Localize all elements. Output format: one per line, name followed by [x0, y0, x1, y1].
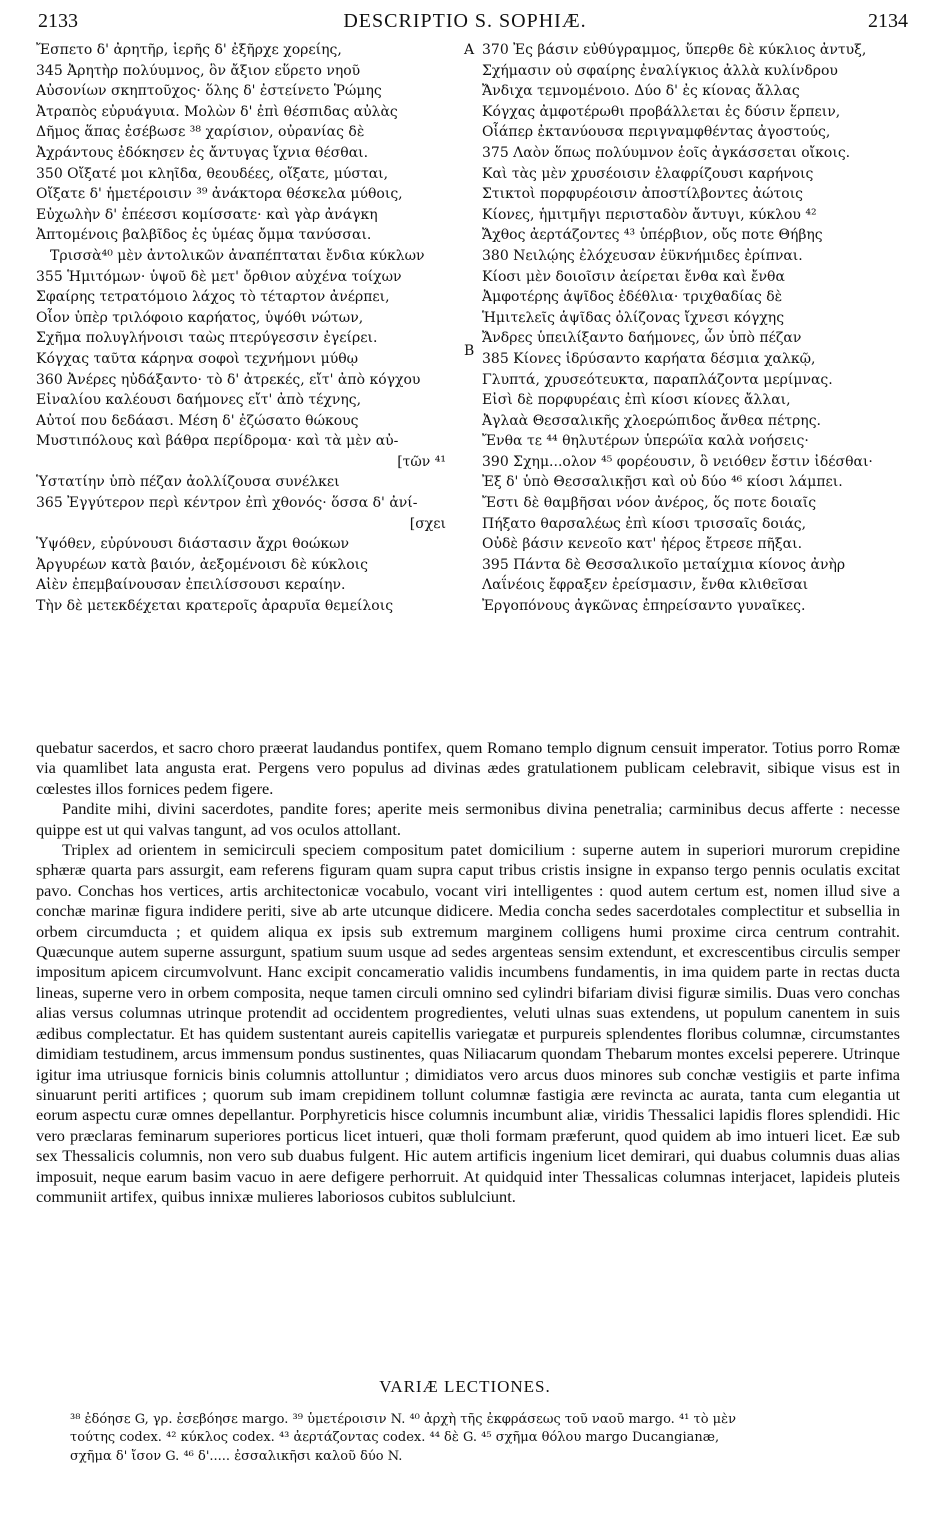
- verse-line: Ἐξ δ' ὑπὸ Θεσσαλικῇσι καὶ οὐ δύο ⁴⁶ κίοσι λάμπει.: [482, 474, 843, 491]
- latin-paragraph: Pandite mihi, divini sacerdotes, pandite fores; aperite meis sermonibus divina penetralia; carminibus decus afferte : necesse quippe est ut qui valvas tangunt, ad vos oculos attollant.: [36, 799, 900, 839]
- verse-line: Οὐδὲ βάσιν κενεοῖο κατ' ἠέρος ἔτρεσε πῆξαι.: [482, 536, 803, 553]
- margin-label-a: A: [464, 42, 475, 58]
- verse-line: 395 Πάντα δὲ Θεσσαλικοῖο μεταίχμια κίονος ἀνὴρ: [482, 556, 846, 573]
- verse-line: Κόγχας ταῦτα κάρηνα σοφοὶ τεχνήμονι μύθῳ: [36, 350, 359, 367]
- verse-line: Κίονες, ἡμιτμῆγι περισταδὸν ἄντυγι, κύκλου ⁴²: [482, 206, 817, 223]
- greek-column-right: [464, 40, 919, 617]
- verse-line: Αὐτοί που δεδάασι. Μέση δ' ἐζώσατο θώκους: [36, 412, 359, 429]
- margin-label-b: B: [464, 342, 475, 359]
- verse-line: Ἄνδιχα τεμνομένοιο. Δύο δ' ἐς κίονας ἄλλας: [482, 83, 800, 100]
- verse-line: Ἐργοπόνους ἀγκῶνας ἐπηρείσαντο γυναῖκες.: [482, 598, 806, 615]
- verse-line: Πήξατο θαρσαλέως ἐπὶ κίοσι τρισσαῖς δοιάς,: [482, 515, 807, 532]
- verse-line: Εὐχωλὴν δ' ἐπέεσσι κομίσσατε· καὶ γὰρ ἀνάγκη: [36, 206, 378, 223]
- verse-line: Ἡμιτελεῖς ἁψῖδας ὀλίζονας ἴχνεσι κόγχης: [482, 309, 785, 326]
- verse-line: Στικτοὶ πορφυρέοισιν ἀποστίλβοντες ἀώτοις: [482, 186, 804, 203]
- verse-line: Ἀγλαὰ Θεσσαλικῆς χλοερώπιδος ἄνθεα πέτρης.: [482, 412, 821, 429]
- verse-line: Ἀπτομένοις βαλβῖδος ἐς ὑμέας ὄμμα τανύσσαι.: [36, 227, 372, 244]
- verse-line: Ἀργυρέων κατὰ βαιόν, ἀεξομένοισι δὲ κύκλοις: [36, 556, 368, 573]
- verse-line: 380 Νειλῴης ἐλόχευσαν ἐϋκνήμιδες ἐρίπναι.: [482, 247, 803, 264]
- verse-line: Οἴξατε δ' ἡμετέροισιν ³⁹ ἀνάκτορα θέσκελα μύθοις,: [36, 186, 403, 203]
- latin-paragraph: Triplex ad orientem in semicirculi speciem compositum patet domicilium : superne autem in superiori murorum crepidine sphæræ quarta pars assurgit, eam referens figuram quam supra caput tribus cristis insigne in expanso tergo pennis oculatis excitat pavo. Conchas hos vertices, artis architectonicæ vocabulo, vocant viri intelligentes : quod autem certum est, nomen illud sive a conchæ marinæ figura indidere periti, sive ab arte utcunque didicere. Media concha sedes sacerdotales complectitur et subsellia in orbem circumducta ; et quidem aliqua ex ipsis sub extremum marginem colligens humi proxime circa centrum contrahit. Quæcunque autem superne assurgunt, spatium suum usque ad sedes argenteas sensim extendunt, et excrescentibus circulis semper impositum apicem circumvolvunt. Hanc excipit concameratio validis incumbens fundamentis, in ima quidem parte in rectas ducta lineas, superne vero in orbem composita, neque tamen circuli omnino sed cylindri bifariam divisi figuræ similis. Duas vero conchas alias versus columnas utrinque protendit ad occidentem progredientes, veluti ulnas suas extendens, ut populum canentem in suis ædibus complectatur. Et has quidem sustentant aureis capitellis variegatæ et purpureis splendentes floribus columnæ, circumstantes dimidiam testudinem, arcus immensum pondus sustinentes, quas Niliacarum quondam Thebarum montes excelsi peperere. Utrinque igitur ima utriusque fornicis binis columnis attolluntur ; dimidiatos vero arcus duos minores sub conchæ vestigiis et parte infima sinuarunt periti artifices ; quorum sub imam crepidinem tollunt columnæ fastigia ære revincta ac aurata, tanta cum elegantia ut eorum aspectu curæ omnes depellantur. Porphyreticis hisce columnis incumbunt aliæ, viridis Thessalici lapidis flores splendidi. Hic vero præclaras feminarum superiores porticus licet intueri, quæ tholi formam præferunt, quod quidem ab imo intueri licet. Eæ sub sex Thessalicis columnis, non vero sub duabus fulgent. Hic autem artificis ingenium licet demirari, qui duabus columnis duas alias imposuit, neque earum basim vacuo in aere defigere perhorruit. At quidquid inter Thessalicas columnas interjacet, lapideis pluteis communiit artifex, quibus innixæ mulieres laboriosos cubitos sublulciunt.: [36, 840, 900, 1206]
- verse-line: Ἔσπετο δ' ἀρητῆρ, ἱερῆς δ' ἐξῆρχε χορείης,: [36, 42, 342, 58]
- verse-line: Γλυπτά, χρυσεότευκτα, παραπλάζοντα μερίμνας.: [482, 371, 833, 388]
- verse-line: Ὑστατίην ὑπὸ πέζαν ἀολλίζουσα συνέλκει: [36, 474, 340, 491]
- running-header: [0, 6, 930, 40]
- verse-line: Οἷάπερ ἐκτανύουσα περιγναμφθέντας ἀγοστούς,: [482, 124, 831, 141]
- verse-turnover: [τῶν ⁴¹: [397, 453, 446, 470]
- verse-line: 375 Λαὸν ὅπως πολύυμνον ἑοῖς ἀγκάσσεται οἴκοις.: [482, 144, 851, 161]
- verse-line: Λαΐνέοις ἔφραξεν ἐρείσμασιν, ἔνθα κλιθεῖσαι: [482, 577, 809, 594]
- verse-line: Ἀχράντους ἐδόκησεν ἐς ἄντυγας ἴχνια θέσθαι.: [36, 144, 369, 161]
- verse-line: 360 Ἀνέρες ηὐδάξαντο· τὸ δ' ἀτρεκές, εἴτ' ἀπὸ κόγχου: [36, 371, 421, 388]
- latin-paragraph: quebatur sacerdos, et sacro choro præerat laudandus pontifex, quem Romano templo dignum censuit imperator. Totius porro Romæ via quamlibet lata angusta erat. Pergens vero populus ad divinas ædes gratulationem publicam celebravit, sibique visus est in cœlestes illos fornices pedem figere.: [36, 738, 900, 798]
- verse-line: 350 Οἴξατέ μοι κληῖδα, θεουδέες, οἴξατε, μύσται,: [36, 165, 389, 182]
- verse-line: Ἔνθα τε ⁴⁴ θηλυτέρων ὑπερώϊα καλὰ νοήσεις·: [482, 433, 809, 450]
- note-line: ³⁸ ἐδόησε G, γρ. ἐσεβόησε margo. ³⁹ ὑμετέροισιν N. ⁴⁰ ἀρχὴ τῆς ἐκφράσεως τοῦ ναοῦ margo. ⁴¹ τὸ μὲν: [70, 1412, 736, 1427]
- verse-line: 390 Σχημ...ολον ⁴⁵ φορέουσιν, ὃ νειόθεν ἔστιν ἰδέσθαι·: [482, 453, 873, 470]
- greek-column-left: [36, 40, 456, 617]
- verse-line: Σφαίρης τετρατόμοιο λάχος τὸ τέταρτον ἀνέρπει,: [36, 289, 390, 306]
- variant-readings: [70, 1411, 900, 1466]
- verse-line: 355 Ἡμιτόμων· ὑψοῦ δὲ μετ' ὄρθιον αὐχένα τοίχων: [36, 268, 402, 285]
- verse-line: Εἰναλίου καλέουσι δαήμονες εἴτ' ἀπὸ τέχνης,: [36, 392, 362, 409]
- page-number-right: 2134: [868, 10, 908, 32]
- verse-line: Κόγχας ἀμφοτέρωθι προβάλλεται ἐς δύσιν ἕρπειν,: [482, 103, 841, 120]
- verse-turnover: [σχει: [409, 515, 446, 532]
- note-line: σχῆμα δ' ἴσον G. ⁴⁶ δ'..... ἐσσαλικῆσι καλοῦ δύο N.: [70, 1448, 403, 1464]
- verse-line: Ὑψόθεν, εὐρύνουσι διάστασιν ἄχρι θοώκων: [36, 536, 350, 553]
- variae-lectiones-heading: VARIÆ LECTIONES.: [379, 1377, 551, 1396]
- verse-line: Ἄνδρες ὑπειλίξαντο δαήμονες, ὧν ὑπὸ πέζαν: [482, 330, 802, 347]
- verse-line: Οἷον ὑπὲρ τριλόφοιο καρήατος, ὑψόθι νώτων,: [36, 309, 364, 326]
- verse-line: Σχῆμα πολυγλήνοισι ταὼς πτερύγεσσιν ἐγείρει.: [36, 330, 378, 347]
- verse-line: Ἀμφοτέρης ἁψῖδος ἐδέθλια· τριχθαδίας δὲ: [482, 289, 783, 306]
- verse-line: Σχήμασιν οὐ σφαίρης ἐναλίγκιος ἀλλὰ κυλίνδρου: [482, 62, 838, 79]
- verse-line: Μυστιπόλους καὶ βάθρα περίδρομα· καὶ τὰ μὲν αὐ-: [36, 433, 399, 450]
- verse-line: Δῆμος ἅπας ἐσέβωσε ³⁸ χαρίσιον, οὐρανίας δὲ: [36, 124, 365, 141]
- verse-line: Ἄχθος ἀερτάζοντες ⁴³ ὑπέρβιον, οὔς ποτε Θήβης: [482, 227, 823, 244]
- verse-line: Αὐσονίων σκηπτοῦχος· ὅλης δ' ἐστείνετο Ῥώμης: [36, 83, 382, 100]
- verse-line: Καὶ τὰς μὲν χρυσέοισιν ἐλαφρίζουσι καρήνοις: [482, 165, 814, 182]
- page-title: DESCRIPTIO S. SOPHIÆ.: [343, 10, 587, 32]
- verse-line: Εἰσὶ δὲ πορφυρέαις ἐπὶ κίοσι κίονες ἄλλαι,: [482, 392, 791, 409]
- verse-line: 370 Ἐς βάσιν εὐθύγραμμος, ὕπερθε δὲ κύκλιος ἀντυξ,: [482, 42, 867, 58]
- verse-line: Αἰὲν ἐπεμβαίνουσαν ἐπειλίσσουσι κεραίην.: [36, 577, 346, 594]
- verse-line: Ἀτραπὸς εὐρυάγυια. Μολὼν δ' ἐπὶ θέσπιδας αὐλὰς: [36, 103, 398, 120]
- note-line: τούτης codex. ⁴² κύκλος codex. ⁴³ ἀερτάζοντας codex. ⁴⁴ δὲ G. ⁴⁵ σχῆμα θόλου margo Ducangianæ,: [70, 1430, 720, 1446]
- latin-translation: [36, 738, 900, 1207]
- verse-line: Κίοσι μὲν δοιοῖσιν ἀείρεται ἔνθα καὶ ἔνθα: [482, 268, 785, 285]
- verse-line: 385 Κίονες ἱδρύσαντο καρήατα δέσμια χαλκῷ,: [482, 350, 816, 367]
- page-number-left: 2133: [38, 10, 78, 32]
- verse-line: Τὴν δὲ μετεκδέχεται κρατεροῖς ἀραρυῖα θεμείλοις: [36, 598, 394, 615]
- verse-line: 365 Ἐγγύτερον περὶ κέντρον ἐπὶ χθονός· ὅσσα δ' ἀνί-: [36, 495, 418, 512]
- verse-line: Τρισσὰ⁴⁰ μὲν ἀντολικῶν ἀναπέπταται ἔνδια κύκλων: [50, 247, 425, 264]
- verse-line: 345 Ἀρητὴρ πολύυμνος, ὃν ἄξιον εὕρετο νηοῦ: [36, 62, 361, 79]
- verse-line: Ἔστι δὲ θαμβῆσαι νόον ἀνέρος, ὅς ποτε δοιαῖς: [482, 495, 817, 512]
